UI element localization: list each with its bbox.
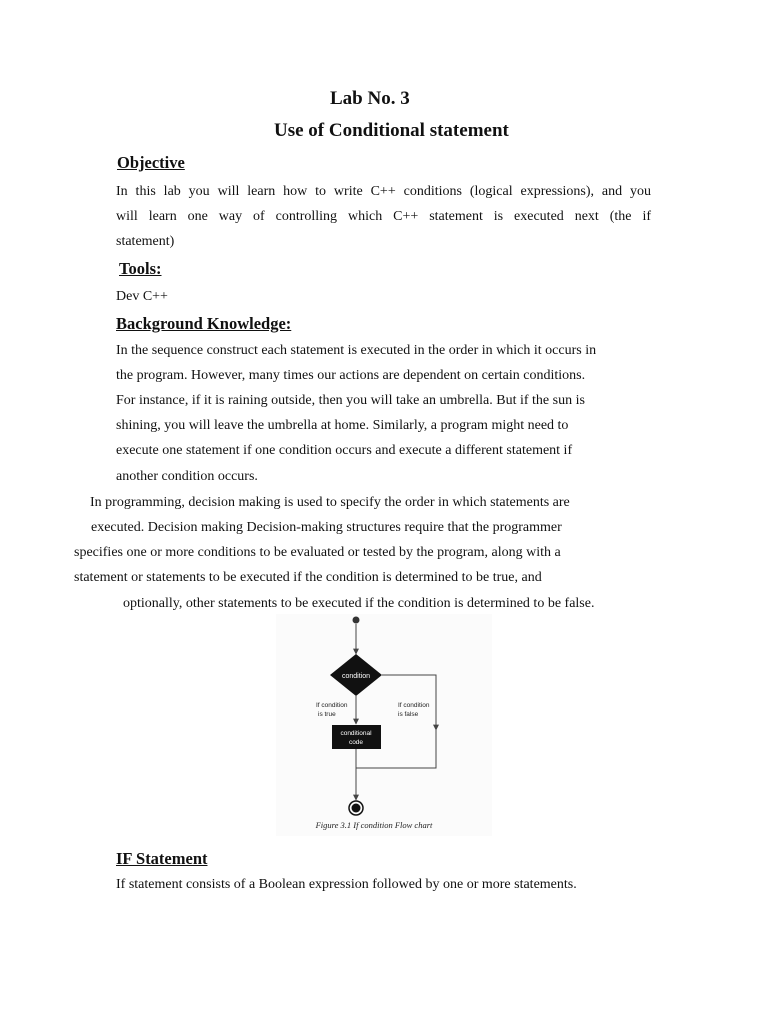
objective-line-3: statement): [116, 234, 175, 249]
page-title: Use of Conditional statement: [274, 120, 509, 141]
end-node-dot: [352, 804, 361, 813]
decision-line-3: specifies one or more conditions to be evaluated or tested by the program, along with a: [74, 545, 561, 560]
false-label-line-1: If condition: [398, 702, 430, 709]
true-label-line-2: is true: [318, 711, 336, 718]
background-line-3: For instance, if it is raining outside, then you will take an umbrella. But if the sun is: [116, 393, 585, 408]
tools-item: Dev C++: [116, 289, 168, 304]
code-label-line-1: conditional: [340, 730, 372, 737]
background-line-2: the program. However, many times our actions are dependent on certain conditions.: [116, 368, 586, 383]
decision-line-2: executed. Decision making Decision-making structures require that the programmer: [91, 520, 562, 535]
decision-line-4: statement or statements to be executed if the condition is determined to be true, and: [74, 570, 542, 585]
background-line-1: In the sequence construct each statement is executed in the order in which it occurs in: [116, 343, 597, 358]
objective-line-1: In this lab you will learn how to write C++ conditions (logical expressions), and you: [116, 184, 651, 199]
background-line-6: another condition occurs.: [116, 469, 258, 484]
if-condition-flowchart: [276, 614, 492, 836]
code-label-line-2: code: [348, 739, 364, 746]
background-line-5: execute one statement if one condition occurs and execute a different statement if: [116, 443, 573, 458]
background-heading: Background Knowledge:: [116, 314, 292, 333]
background-line-4: shining, you will leave the umbrella at home. Similarly, a program might need to: [116, 418, 569, 433]
if-statement-heading: IF Statement: [116, 849, 208, 868]
true-label-line-1: If condition: [316, 702, 348, 709]
tools-heading: Tools:: [119, 259, 162, 278]
objective-heading: Objective: [117, 153, 185, 172]
false-label-line-2: is false: [398, 711, 419, 718]
lab-number: Lab No. 3: [330, 88, 410, 109]
condition-label: condition: [341, 673, 371, 680]
decision-line-1: In programming, decision making is used to specify the order in which statements are: [90, 495, 570, 510]
if-statement-text: If statement consists of a Boolean expression followed by one or more statements.: [116, 877, 577, 892]
start-node: [353, 617, 360, 624]
objective-line-2: will learn one way of controlling which C++ statement is executed next (the if: [116, 209, 651, 224]
decision-line-5: optionally, other statements to be executed if the condition is determined to be false.: [123, 596, 595, 611]
figure-caption: Figure 3.1 If condition Flow chart: [315, 820, 433, 830]
figure-background: [276, 614, 492, 836]
